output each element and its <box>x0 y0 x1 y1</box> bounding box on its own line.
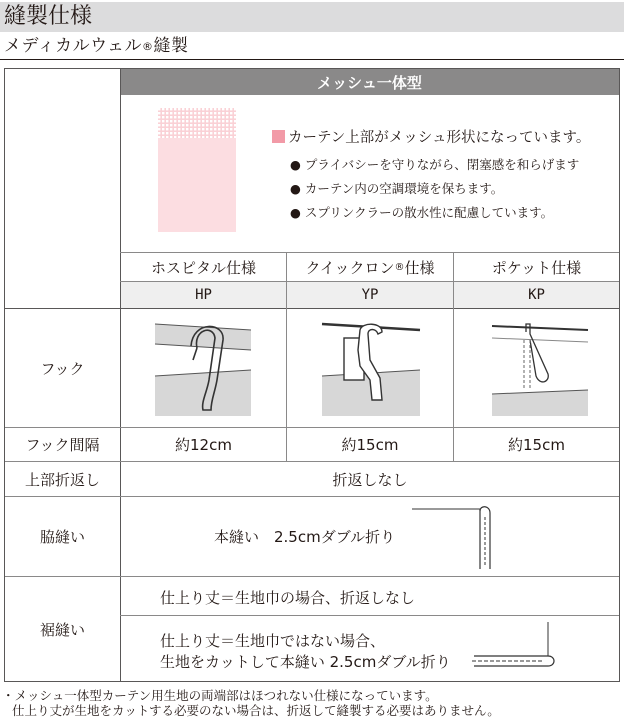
type-name-pocket: ポケット仕様 <box>491 258 582 277</box>
pocket-hook-icon <box>490 320 590 416</box>
type-name-quicklon: クイックロン ® 仕様 <box>305 258 435 277</box>
mesh-header: メッシュ一体型 <box>120 69 619 95</box>
spacing-label: フック間隔 <box>25 436 100 454</box>
mesh-bullet-1: ● プライバシーを守りながら、閉塞感を和らげます <box>290 157 580 172</box>
subtitle-tail: 縫製 <box>153 36 189 56</box>
spacing-kp: 約15cm <box>508 436 565 454</box>
mesh-swatch-icon <box>158 108 236 232</box>
spacing-yp: 約15cm <box>341 436 399 454</box>
fold-label: 上部折返し <box>24 470 100 489</box>
hook-label: フック <box>40 359 85 378</box>
subtitle-main: メディカルウェル <box>4 36 142 56</box>
row-line <box>120 615 619 616</box>
footnote-line-1: ・メッシュ一体型カーテン用生地の両端部はほつれない仕様になっています。 <box>2 688 438 703</box>
side-seam-diagram-icon <box>408 503 504 571</box>
type-code-kp: KP <box>454 282 619 308</box>
fold-value: 折返しなし <box>332 470 408 489</box>
mesh-headline: カーテン上部がメッシュ形状になっています。 <box>272 126 590 147</box>
page-title: 縫製仕様 <box>0 2 624 32</box>
pink-square-icon <box>272 130 285 143</box>
hospital-hook-icon <box>153 320 253 416</box>
side-value: 本縫い 2.5cmダブル折り <box>214 528 396 546</box>
mesh-bullet-3: ● スプリンクラーの散水性に配慮しています。 <box>290 205 554 220</box>
hem-value-1: 仕上り丈＝生地巾の場合、折返しなし <box>160 589 416 607</box>
side-label: 脇縫い <box>39 528 85 546</box>
type-code-hp: HP <box>121 282 286 308</box>
hem-value-2b: 生地をカットして本縫い 2.5cmダブル折り <box>160 653 451 671</box>
type-code-yp: YP <box>287 282 453 308</box>
quicklon-hook-icon <box>320 320 422 416</box>
page-subtitle <box>4 36 188 57</box>
hem-label: 裾縫い <box>39 620 85 639</box>
type-name-hospital: ホスピタル仕様 <box>150 258 256 277</box>
spacing-hp: 約12cm <box>175 436 232 454</box>
footnote-line-2: 仕上り丈が生地をカットする必要のない場合は、折返して縫製する必要はありません。 <box>12 703 500 718</box>
mesh-bullet-2: ● カーテン内の空調環境を保ちます。 <box>290 181 504 196</box>
label-column-divider <box>120 69 121 681</box>
registered-mark: ® <box>141 40 154 53</box>
subtitle-rule <box>0 59 624 60</box>
hem-value-2a: 仕上り丈＝生地巾ではない場合、 <box>160 632 386 650</box>
hem-seam-diagram-icon <box>468 620 558 676</box>
